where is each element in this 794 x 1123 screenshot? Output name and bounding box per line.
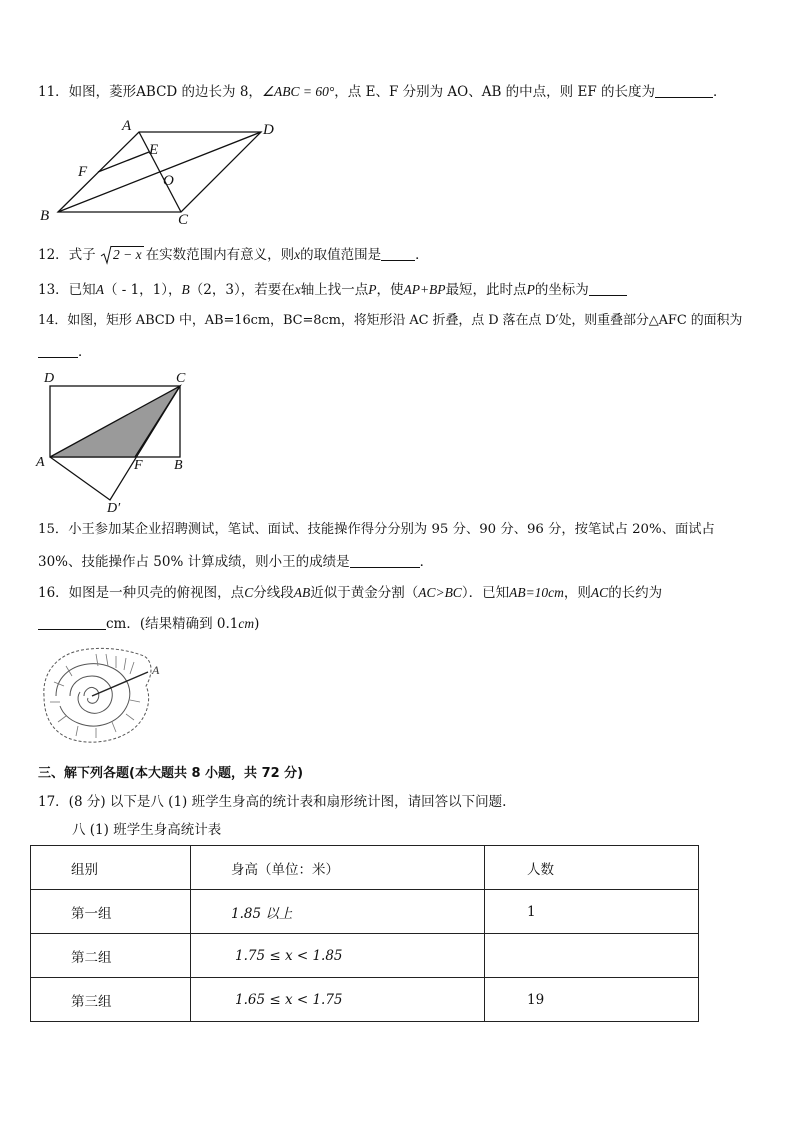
q13-p2: P: [526, 282, 535, 297]
label-b: B: [174, 458, 183, 473]
question-15-cont: [38, 552, 433, 572]
rhombus-figure: [36, 116, 286, 228]
label-d: D: [44, 371, 55, 386]
label-d: D: [263, 122, 274, 138]
q15-answer-blank[interactable]: [350, 553, 420, 568]
q13-p: P: [368, 282, 377, 297]
q13-coord-a: （ - 1，1），: [103, 282, 182, 298]
cell-group: 第三组: [31, 978, 191, 1022]
q13-x: x: [294, 282, 301, 297]
q13-point-a: A: [95, 282, 104, 297]
shell-whorl-2: [70, 676, 112, 713]
table-row: [31, 890, 699, 934]
header-count: 人数: [485, 846, 699, 890]
radical-sign-icon: [100, 245, 112, 265]
segment-ab: [92, 672, 148, 696]
q13-point-b: B: [181, 282, 190, 297]
q16-text-d: ）．已知: [461, 585, 510, 601]
cell-height: 1.75 ≤ x < 1.85: [191, 934, 485, 978]
question-12: [38, 245, 429, 265]
label-f: F: [78, 164, 88, 180]
question-16: [38, 583, 662, 603]
diagonal-bd: [58, 132, 261, 212]
q13-coord-b: （2，3），若要在: [189, 282, 295, 298]
rectangle-fold-figure: [34, 368, 204, 516]
label-a: A: [36, 455, 45, 470]
q16-text-b: 分线段: [253, 585, 294, 601]
overlap-triangle-afc: [50, 386, 180, 457]
q13-text-e: 的坐标为: [534, 282, 589, 298]
table-row: [31, 934, 699, 978]
question-17: 17．(8 分) 以下是八 (1) 班学生身高的统计表和扇形统计图，请回答以下问题.: [38, 794, 507, 810]
q16-text-f: 的长约为: [608, 585, 663, 601]
q13-text-c: ，使: [376, 282, 404, 298]
q13-text-d: 最短，此时点: [445, 282, 527, 298]
label-a: A: [152, 663, 160, 677]
q11-end: ．: [712, 84, 727, 100]
q11-answer-blank[interactable]: [655, 83, 713, 98]
question-14: 14．如图，矩形 ABCD 中，AB=16cm，BC=8cm，将矩形沿 AC 折叠，点 D 落在点 D′处，则重叠部分△AFC 的面积为: [38, 313, 743, 328]
q12-text-b: 在实数范围内有意义，则: [145, 247, 295, 263]
q16-given: AB=10cm: [509, 585, 564, 600]
q16-ab: AB: [293, 585, 311, 600]
label-c: C: [176, 371, 186, 386]
q16-line2: cm．(结果精确到 0.1: [106, 616, 239, 632]
label-a: A: [122, 118, 132, 134]
shell-whorl-3: [84, 687, 99, 703]
q16-ac: AC: [590, 585, 609, 600]
q16-text: 16．如图是一种贝壳的俯视图，点: [38, 585, 245, 601]
question-14-cont: [38, 342, 92, 362]
q13-text: 13．已知: [38, 282, 96, 298]
shell-whorl-1: [56, 664, 130, 726]
q15-end: ．: [419, 554, 434, 570]
q13-text-b: 轴上找一点: [300, 282, 369, 298]
q12-var: x: [294, 247, 301, 262]
q16-c: C: [244, 585, 254, 600]
table-header-row: [31, 846, 699, 890]
section-3-heading: 三、解下列各题(本大题共 8 小题，共 72 分): [38, 766, 304, 781]
cell-count: 19: [485, 978, 699, 1022]
question-11: [38, 82, 726, 102]
q12-end: ．: [415, 247, 429, 263]
q14-end: ．: [78, 344, 92, 360]
label-b: B: [40, 208, 50, 224]
q12-answer-blank[interactable]: [381, 246, 415, 261]
cell-count[interactable]: [485, 934, 699, 978]
q16-text-c: 近似于黄金分割（: [310, 585, 419, 601]
q16-close: ): [254, 616, 260, 632]
q11-angle: ∠ABC = 60°: [261, 84, 335, 99]
q15-text-b: 30%、技能操作占 50% 计算成绩，则小王的成绩是: [38, 554, 350, 570]
label-f: F: [134, 458, 143, 473]
cell-height: 1.65 ≤ x < 1.75: [191, 978, 485, 1022]
cell-count: 1: [485, 890, 699, 934]
cell-height: 1.85 以上: [191, 890, 485, 934]
q13-expr: AP+BP: [403, 282, 446, 297]
table-row: [31, 978, 699, 1022]
question-16-cont: [38, 614, 259, 634]
question-13: [38, 280, 627, 300]
label-c: C: [178, 212, 189, 228]
height-stat-table: [30, 845, 699, 1022]
header-group: 组别: [31, 846, 191, 890]
q13-answer-blank[interactable]: [589, 281, 627, 296]
q11-text-b: ，点 E、F 分别为 AO、AB 的中点，则 EF 的长度为: [334, 84, 655, 100]
label-e: E: [149, 142, 159, 158]
shell-figure: [36, 642, 168, 752]
table-title: 八 (1) 班学生身高统计表: [72, 822, 222, 838]
question-15: 15．小王参加某企业招聘测试，笔试、面试、技能操作得分分别为 95 分、90 分、96 分，按笔试占 20%、面试占: [38, 522, 715, 537]
sqrt-expression: [100, 245, 144, 265]
q12-text-c: 的取值范围是: [300, 247, 382, 263]
q12-text: 12．式子: [38, 247, 96, 263]
header-height: 身高（单位：米）: [191, 846, 485, 890]
q16-unit: cm: [238, 616, 255, 631]
radicand: 2 − x: [112, 247, 142, 262]
q16-cond: AC>BC: [418, 585, 462, 600]
cell-group: 第一组: [31, 890, 191, 934]
label-o: O: [163, 173, 174, 189]
q14-answer-blank[interactable]: [38, 343, 78, 358]
label-d-prime: D′: [107, 501, 121, 516]
cell-group: 第二组: [31, 934, 191, 978]
q16-answer-blank[interactable]: [38, 615, 106, 630]
segment-ef: [98, 152, 149, 172]
q16-text-e: ，则: [563, 585, 591, 601]
q11-text: 11．如图，菱形ABCD 的边长为 8，: [38, 84, 262, 100]
